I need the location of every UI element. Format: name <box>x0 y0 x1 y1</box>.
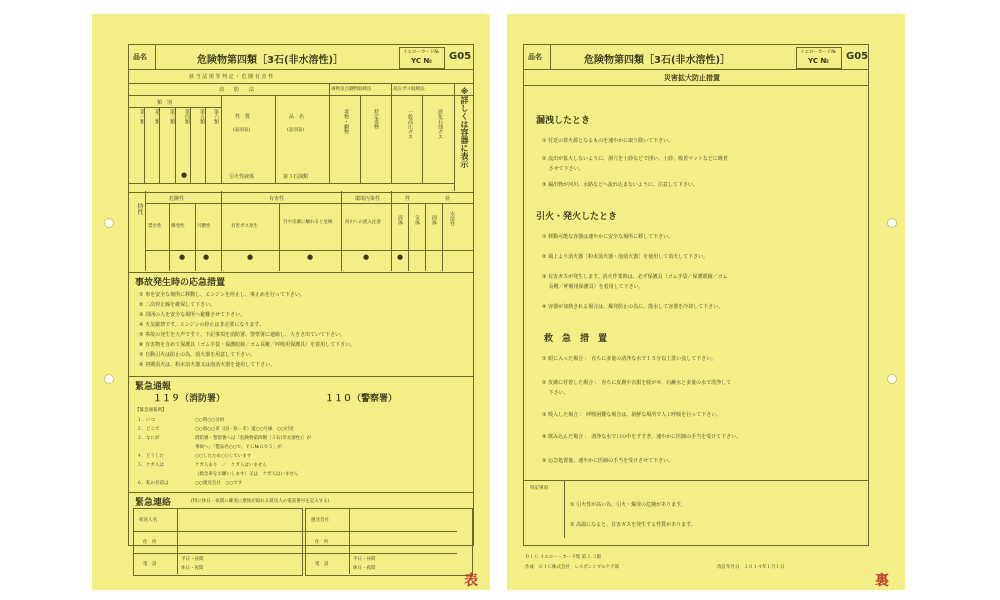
punch-hole <box>104 218 114 228</box>
tokki-item: ② 高温になると、有害ガスを発生する性質があります。 <box>570 522 696 528</box>
seishitsu-label: 性 質 <box>235 114 251 120</box>
front-card <box>92 14 490 590</box>
dot-mark: ● <box>247 253 254 261</box>
section-fire-title: 引火・発火したとき <box>536 212 618 222</box>
tsuuhou-value: ○○したため○○しています <box>195 454 252 459</box>
fire-item: ③ 有害ガスが発生します。消火作業時は、必ず保護具（ゴム手袋／保護眼鏡／ゴム <box>542 274 728 280</box>
weekday-label: 平日・昼間 <box>181 557 204 562</box>
punch-hole <box>887 374 897 384</box>
fire-item: ① 移動可能な容器は速やかに安全な場所に移して下さい。 <box>542 234 674 240</box>
emergency-item: ③ 周囲の人を安全な場所へ避難させて下さい。 <box>139 312 246 318</box>
emergency-item: ⑦ 自動引火は防止の為、消火器を用意して下さい。 <box>139 352 256 358</box>
product-title: 危険物第四類［3石(非水溶性)］ <box>197 55 344 66</box>
number-110: １１０（警察署） <box>325 394 398 404</box>
jou-col-2: 気体 <box>414 215 420 225</box>
yc-label: YC № <box>411 57 432 65</box>
emergency-item: ⑥ 有害物を含めて保護具（ゴム手袋・保護眼鏡／ゴム長靴／呼吸用保護具）を着用して下さい。 <box>139 342 356 348</box>
emergency-item: ① 車を安全な場所に移動し、エンジンを停止し、事止めを行って下さい。 <box>139 292 305 298</box>
dot-mark: ● <box>181 171 188 179</box>
footer-author: 作成 ＤＩＣ株式会社 レスポンシブルケア部 <box>525 565 619 570</box>
sender-phone-label: 電 話 <box>143 562 157 567</box>
holiday-label: 休日・夜間 <box>353 566 376 571</box>
tsuuhou-value: ○○時○○分頃 <box>195 418 225 423</box>
shobo-label: 消 防 法 <box>219 87 255 93</box>
yc-label: YC № <box>808 57 829 65</box>
kiken-col-2: 爆発性 <box>171 224 185 229</box>
firstaid-item: ⑤ 応急処置後、速やかに医師の手当を受けさせて下さい。 <box>542 458 674 464</box>
leak-item: ① 付近の着火源となるものを速やかに取り除いて下さい。 <box>542 138 674 144</box>
sender-address-label: 住 所 <box>143 540 157 545</box>
carrier-address-label: 住 所 <box>315 540 329 545</box>
yc-small-label: イエローカード№ <box>800 50 836 55</box>
tsuuhou-key: ２．どこで <box>137 427 160 432</box>
number-119: １１９（消防署） <box>153 394 226 404</box>
kankyo-label: 環境汚染性 <box>355 196 381 202</box>
tsuuhou-key: ６．私の名前は <box>137 481 169 486</box>
carrier-phone-label: 電 話 <box>315 562 329 567</box>
dot-mark: ● <box>179 253 186 261</box>
sei-label: 性 <box>405 196 411 202</box>
firstaid-item: ③ 吸入した場合 ： 呼吸困難な場合は、新鮮な場所で人工呼吸を行って下さい。 <box>542 412 722 418</box>
rui-label: 類 別 <box>157 100 173 106</box>
seishitsu-value: 引火性液体 <box>229 174 255 180</box>
leak-item: ② 流出が拡大しないように、洞穴を土砂などで囲い、土砂、吸着マットなどに吸着 <box>542 156 728 162</box>
punch-hole <box>104 374 114 384</box>
yc-code: G05 <box>846 51 869 62</box>
back-frame <box>523 44 869 546</box>
footer-edition: ＤＩＣ イエロー・カード集 第３.３版 <box>525 555 602 560</box>
section-leak-title: 漏洩したとき <box>536 116 591 126</box>
dokugeki-label: 毒物及び劇物取締法 <box>331 87 372 92</box>
renraku-title: 緊急連絡 <box>135 498 172 508</box>
tsuuhou-value: 消防署・警察署へは「危険物第四類［３石(非水溶性)］が <box>195 436 312 441</box>
rui-col-6: 第六類 <box>213 109 219 124</box>
product-title: 危険物第四類［3石(非水溶性)］ <box>584 55 731 66</box>
hinmei-label: 品名 <box>133 53 147 61</box>
rui-col-5: 第五類 <box>199 109 205 124</box>
hinmei-value: 第３石油類 <box>283 174 309 180</box>
rui-col-2: 第二類 <box>154 109 160 124</box>
yugaisei-label: 有害性 <box>269 196 285 202</box>
sender-box <box>133 508 303 576</box>
fire-item: ④ 容器が加熱される場合は、爆発防止の為に、散水して容器を冷却して下さい。 <box>542 304 724 310</box>
hinmei-col-label: 品 名 <box>289 114 305 120</box>
back-card <box>507 14 905 590</box>
dot-mark: ● <box>363 253 370 261</box>
fire-item: 長靴／呼吸用保護具）を着用して下さい。 <box>542 284 644 290</box>
kikensei-label: 危険性 <box>169 196 185 202</box>
tsuuhou-key: ３．なにが <box>137 436 160 441</box>
emergency-item: ⑤ 事故の発生を大声ですぐ、下記事項を消防署、警察署に連絡し、大きさ出ていて下さい。 <box>139 332 345 338</box>
front-side-mark: 表 <box>464 573 478 589</box>
kiken-col-1: 禁水性 <box>148 224 162 229</box>
firstaid-item: ① 眼に入った場合 ： 直ちに多量の清浄な水で１５分以上洗い流して下さい。 <box>542 356 717 362</box>
yc-small-label: イエローカード№ <box>403 50 439 55</box>
rui-col-4: 第四類 <box>184 109 190 124</box>
dot-mark: ● <box>203 253 210 261</box>
holiday-label: 休日・夜間 <box>181 566 204 571</box>
tsuuhou-key: ５．ケガ人は <box>137 463 164 468</box>
kiken-col-3: 可燃性 <box>197 224 211 229</box>
carrier-name-label: 運送会社 <box>311 518 329 523</box>
emergency-item: ④ 火気厳禁です。エンジンの停止は非必要になります。 <box>139 322 265 328</box>
subtitle: 災害拡大防止措置 <box>664 74 720 82</box>
sender-name-label: 荷送人名 <box>139 518 157 523</box>
doku-label: 毒物・劇物 <box>343 109 349 134</box>
dot-mark: ● <box>307 253 314 261</box>
law-line: 該 当 法 規 等 判 定 ・ 危 険 有 害 性 <box>189 74 274 80</box>
tsuuhou-value: ○○運送会社 ○○です <box>195 481 243 486</box>
tokutei-label: 特定毒物 <box>373 109 379 129</box>
back-side-mark: 裏 <box>875 573 889 589</box>
yugai-col-2: 目や皮膚に触れると危険 <box>283 220 333 225</box>
jou-col-1: 液体 <box>397 215 403 225</box>
hinmei-label: 品名 <box>528 53 542 61</box>
tokki-label: 特記事項 <box>530 486 548 491</box>
front-frame <box>128 44 474 571</box>
section-firstaid-title: 救 急 措 置 <box>544 334 608 344</box>
yugai-col-1: 有害ガス発生 <box>231 224 258 229</box>
leak-item: ③ 漏出物が河川、水路などへ流れ込まないように、注意して下さい。 <box>542 182 698 188</box>
renraku-note: (特に休日・夜間に確実に連絡が取れる荷送人の電話番号を記入する) <box>191 499 330 504</box>
tokki-item: ① 引火性が高い為、引火・爆発の危険があります。 <box>570 502 686 508</box>
tsuuhou-value: （救急車をお願いします）又は ケガ人はいません <box>195 472 299 477</box>
emergency-title: 事故発生時の応急措置 <box>135 278 226 288</box>
tsuuhou-key: ４．どうした <box>137 454 164 459</box>
firstaid-item: ② 皮膚に付着した場合 ： 直ちに皮膚や衣服を脱がせ、石鹸水と多量の水で洗浄して <box>542 380 732 386</box>
fire-item: ② 風上より消火器［粉末消火器・泡消火器］を使用して消火して下さい。 <box>542 254 709 260</box>
jou-col-3: 固体 <box>431 215 437 225</box>
tsuuhou-value: 事故へ」「製品名○○で、ＹＣ№Ｇ０５」が <box>195 445 282 450</box>
dot-mark: ● <box>397 253 404 261</box>
tsuuhou-key: １．いつ <box>137 418 155 423</box>
seishitsu-sub: (品別表) <box>233 128 251 133</box>
carrier-box <box>305 508 473 576</box>
tsuuhou-value: ○○県○○市（国・県・市）道○○号線 ○○付近 <box>195 427 294 432</box>
tsuuhou-title: 緊急通報 <box>135 382 172 392</box>
ekika-gas-label: 液化石油ガス <box>437 109 443 139</box>
firstaid-item: ④ 飲み込んだ場合 ： 清浄な水で口の中をすすぎ、速やかに医師の手当を受けて下さい。 <box>542 434 742 440</box>
emergency-item: ⑧ 初期消火は、粉末消火器又は泡消火器を使用して下さい。 <box>139 362 276 368</box>
tokusei-label: 特性 <box>136 203 143 215</box>
rui-col-1: 第一類 <box>139 109 145 124</box>
jou-label: 状 <box>445 196 451 202</box>
tsuuhou-sub: 【緊急通報例】 <box>135 408 167 413</box>
tsuuhou-value: ケガ人あり ／ ケガ人はいません <box>195 463 267 468</box>
hinmei-col-sub: (品別表) <box>287 128 305 133</box>
emergency-item: ② 二次停止線を確保して下さい。 <box>139 302 216 308</box>
suiyou-label: 水溶性 <box>449 211 455 226</box>
footer-date: 改訂年月日 ２０１４年１月１日 <box>717 565 785 570</box>
kankyo-col: 河川への流入注意 <box>345 220 381 225</box>
firstaid-item: 下さい。 <box>542 390 569 396</box>
weekday-label: 平日・昼間 <box>353 557 376 562</box>
rui-col-3: 第三類 <box>169 109 175 124</box>
ippan-gas-label: 一般高圧ガス <box>407 109 413 139</box>
yc-code: G05 <box>449 51 472 62</box>
punch-hole <box>887 218 897 228</box>
kouatsu-label: 高圧ガス取締法 <box>393 87 425 92</box>
leak-item: させて下さい。 <box>542 166 584 172</box>
side-note: ※詳しくは容器に表示 <box>460 87 469 168</box>
